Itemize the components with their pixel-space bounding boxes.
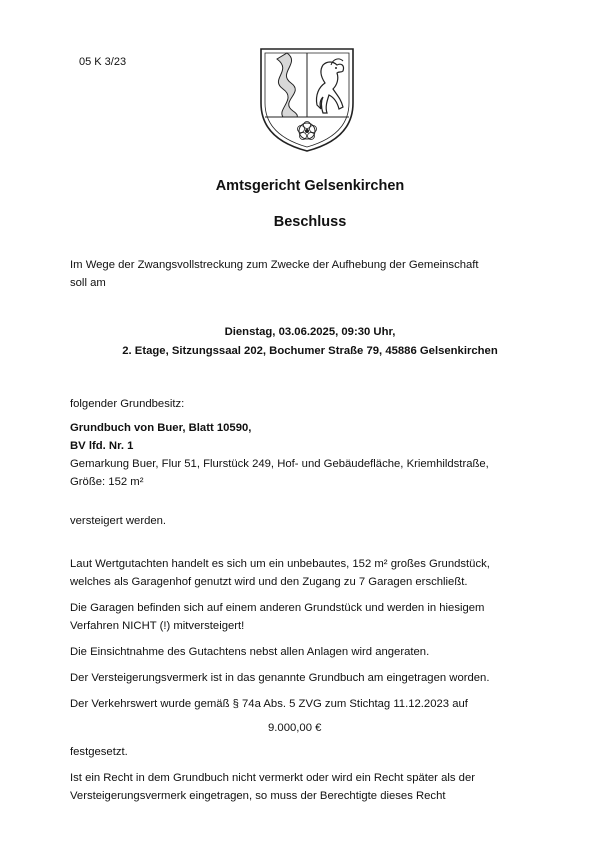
paragraph-1-line-1: Laut Wertgutachten handelt es sich um ein unbebautes, 152 m² großes Grundstück, [70,558,490,570]
case-number: 05 K 3/23 [79,56,127,68]
paragraph-3: Die Einsichtnahme des Gutachtens nebst allen Anlagen wird angeraten. [70,646,430,658]
property-intro: folgender Grundbesitz: [70,398,185,410]
document-type: Beschluss [273,214,347,230]
paragraph-5: Der Verkehrswert wurde gemäß § 74a Abs. 5 ZVG zum Stichtag 11.12.2023 auf [70,698,468,710]
nrw-coat-of-arms-icon [257,43,357,155]
paragraph-1-line-2: welches als Garagenhof genutzt wird und den Zugang zu 7 Garagen erschließt. [70,576,468,588]
paragraph-6-line-1: Ist ein Recht in dem Grundbuch nicht vermerkt oder wird ein Recht später als der [70,772,475,784]
paragraph-6-line-2: Versteigerungsvermerk eingetragen, so muss der Berechtigte dieses Recht [70,790,446,802]
bv-number: BV lfd. Nr. 1 [70,440,134,452]
grundbuch: Grundbuch von Buer, Blatt 10590, [70,422,252,434]
gemarkung: Gemarkung Buer, Flur 51, Flurstück 249, Hof- und Gebäudefläche, Kriemhildstraße, [70,458,489,470]
intro-line-2: soll am [70,277,106,289]
termin-date: Dienstag, 03.06.2025, 09:30 Uhr, [224,326,396,338]
intro-line-1: Im Wege der Zwangsvollstreckung zum Zwecke der Aufhebung der Gemeinschaft [70,259,479,271]
paragraph-2-line-2: Verfahren NICHT (!) mitversteigert! [70,620,245,632]
termin-location: 2. Etage, Sitzungssaal 202, Bochumer Straße 79, 45886 Gelsenkirchen [122,345,498,357]
paragraph-4: Der Versteigerungsvermerk ist in das genannte Grundbuch am eingetragen worden. [70,672,490,684]
groesse: Größe: 152 m² [70,476,144,488]
versteigert-text: versteigert werden. [70,515,167,527]
verkehrswert-amount: 9.000,00 € [268,722,322,734]
paragraph-2-line-1: Die Garagen befinden sich auf einem anderen Grundstück und werden in hiesigem [70,602,485,614]
festgesetzt-text: festgesetzt. [70,746,128,758]
court-name: Amtsgericht Gelsenkirchen [215,178,405,194]
